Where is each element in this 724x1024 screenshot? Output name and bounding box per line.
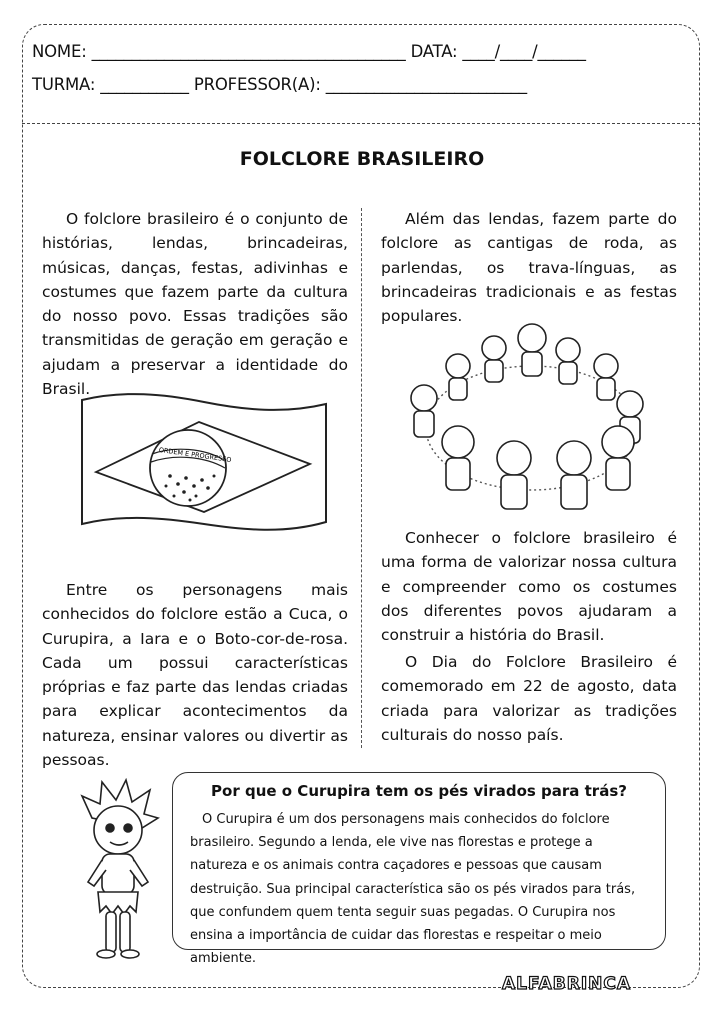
brand-logo: ALFABRINCA (502, 974, 632, 994)
left-paragraph-1: O folclore brasileiro é o conjunto de histórias, lendas, brincadeiras, músicas, danças, festas, adivinhas e costumes que fazem parte da cultura do nosso povo. Essas tradições são transmitidas de geração em geração e ajudam a preservar a identidade do Brasil. (42, 210, 348, 399)
class-teacher-line: TURMA: ___________ PROFESSOR(A): _________________________ (32, 75, 527, 94)
children-circle-illustration (398, 318, 666, 518)
right-paragraph-1: Além das lendas, fazem parte do folclore as cantigas de roda, as parlendas, os trava-línguas, as brincadeiras tradicionais e as festas populares. (381, 210, 677, 326)
page-title: FOLCLORE BRASILEIRO (239, 148, 485, 170)
flag-motto: ORDEM E PROGRESSO (158, 445, 232, 465)
column-divider (361, 208, 362, 748)
brazil-flag-illustration (74, 388, 336, 548)
right-paragraph-2: Conhecer o folclore brasileiro é uma forma de valorizar nossa cultura e compreender como os costumes dos diferentes povos ajudaram a construir a história do Brasil. (381, 529, 677, 645)
right-paragraph-3: O Dia do Folclore Brasileiro é comemorado em 22 de agosto, data criada para valorizar as tradições culturais do nosso país. (381, 653, 677, 744)
left-paragraph-2: Entre os personagens mais conhecidos do folclore estão a Cuca, o Curupira, a Iara e o Boto-cor-de-rosa. Cada um possui características próprias e faz parte das lendas criadas para explicar acontecimentos da natureza, ensinar valores ou divertir as pessoas. (42, 581, 348, 770)
info-box-title: Por que o Curupira tem os pés virados para trás? (211, 782, 627, 800)
info-box-text: O Curupira é um dos personagens mais conhecidos do folclore brasileiro. Segundo a lenda, ele vive nas florestas e protege a natureza e os animais contra caçadores e pessoas que causam destruição. Sua principal característica são os pés virados para trás, que confundem quem tenta seguir suas pegadas. O Curupira nos ensina a importância de cuidar das florestas e respeitar o meio ambiente. (190, 812, 636, 967)
header-section (22, 24, 700, 124)
curupira-illustration (72, 778, 164, 968)
name-date-line: NOME: _______________________________________ DATA: ____/____/______ (32, 42, 586, 61)
